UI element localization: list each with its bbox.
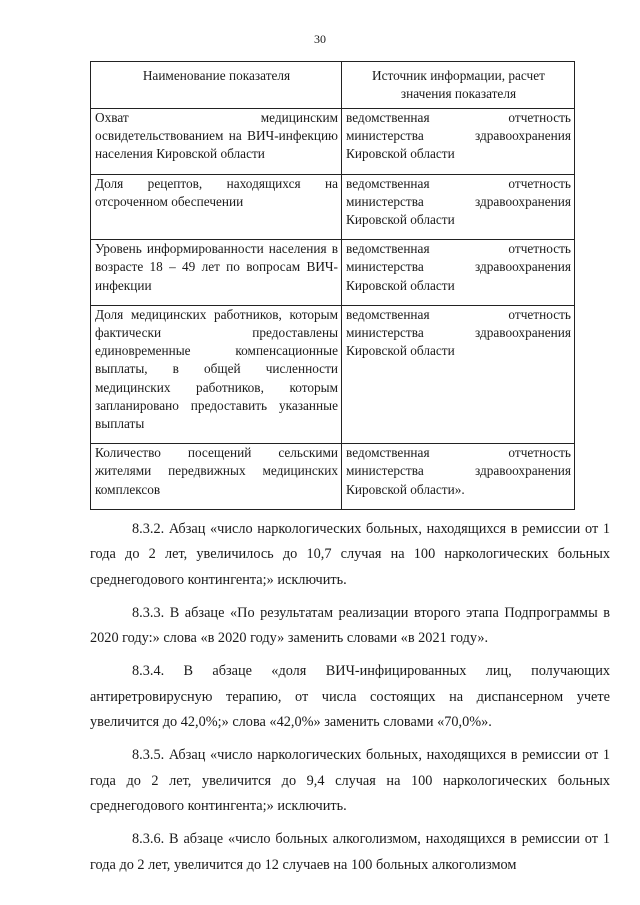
source-cell: ведомственная отчетность министерства здравоохранения Кировской области	[342, 305, 575, 443]
header-indicator-name: Наименование показателя	[91, 62, 342, 109]
table-header-row	[91, 62, 575, 109]
source-cell: ведомственная отчетность министерства здравоохранения Кировской области».	[342, 444, 575, 510]
document-body	[90, 517, 610, 886]
header-information-source: Источник информации, расчет значения показателя	[342, 62, 575, 109]
page-number: 30	[314, 32, 326, 46]
indicator-cell: Доля рецептов, находящихся на отсроченном обеспечении	[91, 174, 342, 240]
paragraph-8-3-6: 8.3.6. В абзаце «число больных алкоголизмом, находящихся в ремиссии от 1 года до 2 лет, увеличится до 12 случаев на 100 больных алкоголизмом	[90, 831, 610, 873]
paragraph-8-3-5: 8.3.5. Абзац «число наркологических больных, находящихся в ремиссии от 1 года до 2 лет, увеличится до 9,4 случая на 100 наркологических больных среднегодового контингента;» исключить.	[90, 747, 610, 814]
source-cell: ведомственная отчетность министерства здравоохранения Кировской области	[342, 240, 575, 306]
table-row	[91, 444, 575, 510]
source-cell: ведомственная отчетность министерства здравоохранения Кировской области	[342, 109, 575, 175]
indicator-cell: Количество посещений сельскими жителями передвижных медицинских комплексов	[91, 444, 342, 510]
table-row	[91, 305, 575, 443]
paragraph-8-3-2: 8.3.2. Абзац «число наркологических больных, находящихся в ремиссии от 1 года до 2 лет, увеличилось до 10,7 случая на 100 наркологических больных среднегодового контингента;» исключить.	[90, 521, 610, 588]
paragraph-8-3-3: 8.3.3. В абзаце «По результатам реализации второго этапа Подпрограммы в 2020 году:» слова «в 2020 году» заменить словами «в 2021 году».	[90, 604, 610, 647]
indicator-cell: Охват медицинским освидетельствованием на ВИЧ-инфекцию населения Кировской области	[91, 109, 342, 175]
table-row	[91, 174, 575, 240]
indicator-cell: Доля медицинских работников, которым фактически предоставлены единовременные компенсационные выплаты, в общей численности медицинских работников, которым запланировано предоставить указанные выплаты	[91, 305, 342, 443]
source-cell: ведомственная отчетность министерства здравоохранения Кировской области	[342, 174, 575, 240]
indicator-cell: Уровень информированности населения в возрасте 18 – 49 лет по вопросам ВИЧ-инфекции	[91, 240, 342, 306]
indicators-table	[90, 61, 575, 510]
table-row	[91, 109, 575, 175]
table-row	[91, 240, 575, 306]
paragraph-8-3-4: 8.3.4. В абзаце «доля ВИЧ-инфицированных лиц, получающих антиретровирусную терапию, от числа состоящих на диспансерном учете увеличится до 42,0%;» слова «42,0%» заменить словами «70,0%».	[90, 663, 610, 731]
